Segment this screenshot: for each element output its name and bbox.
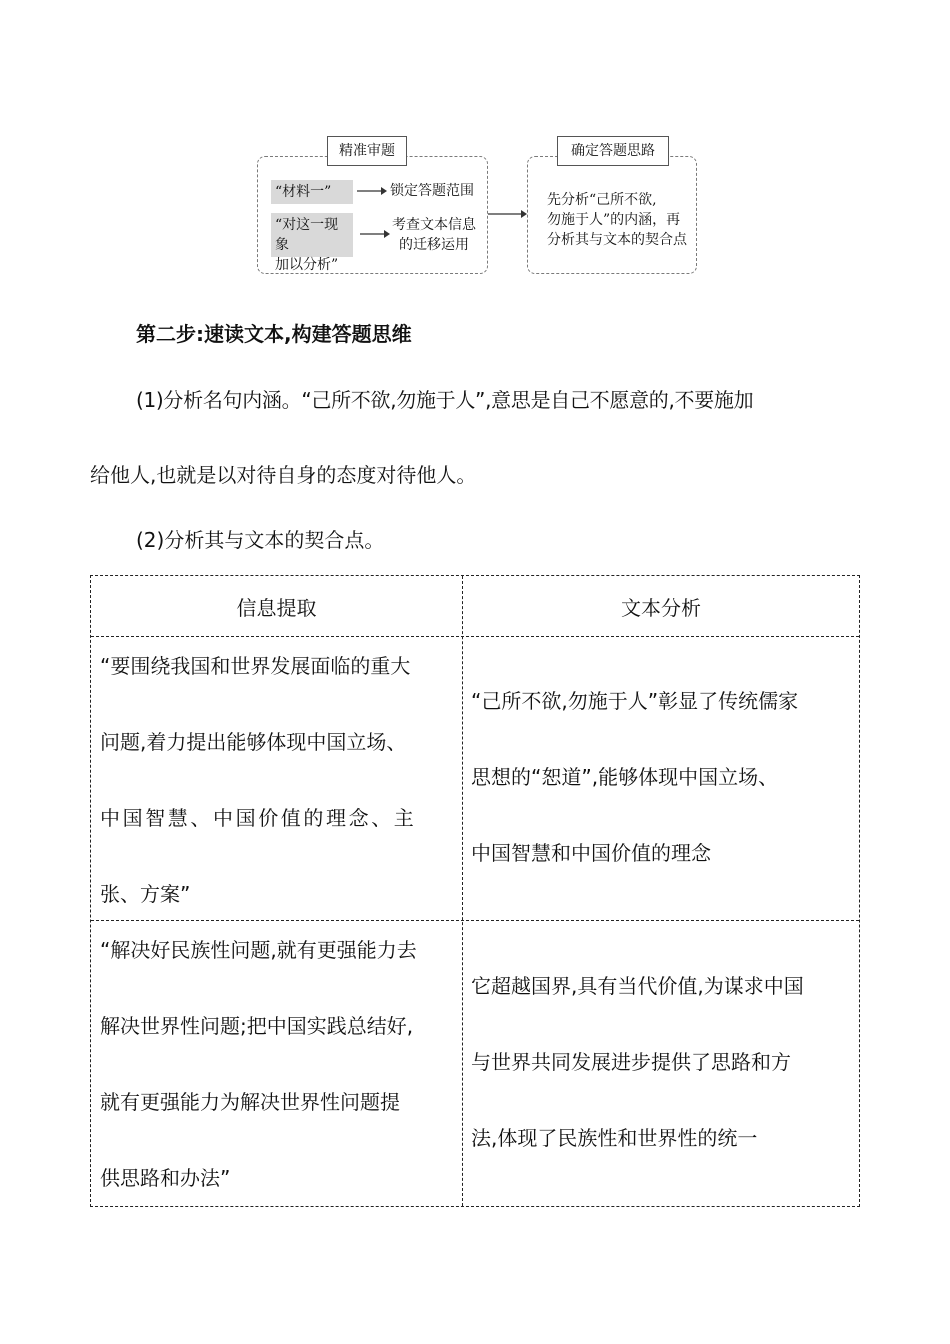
phenomenon-result: [392, 215, 476, 255]
material-result: 锁定答题范围: [390, 183, 474, 199]
row1-analysis-line1: “己所不欲,勿施于人”彰显了传统儒家: [471, 689, 799, 713]
arrow-icon: [357, 183, 387, 199]
row2-info-line3: 就有更强能力为解决世界性问题提: [100, 1090, 400, 1114]
para1-line1: (1)分析名句内涵。“己所不欲,勿施于人”,意思是自己不愿意的,不要施加: [136, 388, 754, 412]
row1-info-line3: 中国智慧、中国价值的理念、主: [100, 806, 417, 830]
header-info: 信息提取: [236, 596, 317, 620]
row2-analysis: [471, 948, 804, 1176]
phenomenon-chip: [271, 213, 353, 273]
approach-line1: 先分析“己所不欲,: [547, 192, 657, 208]
row1-info-line2: 问题,着力提出能够体现中国立场、: [100, 730, 407, 754]
arrow-icon: [488, 206, 528, 222]
para2: (2)分析其与文本的契合点。: [136, 528, 385, 552]
phenomenon-chip-line1: “对这一现象: [275, 217, 339, 253]
column-divider: [462, 576, 463, 1206]
row1-info: [100, 628, 416, 932]
para1-line2: 给他人,也就是以对待自身的态度对待他人。: [90, 463, 477, 487]
row1-analysis-line2: 思想的“恕道”,能够体现中国立场、: [471, 765, 779, 789]
review-title: 精准审题: [327, 136, 407, 166]
analysis-table: [90, 575, 860, 1207]
row1-info-line4: 张、方案”: [100, 882, 191, 906]
row1-analysis: [471, 663, 798, 891]
header-analysis: 文本分析: [621, 596, 701, 620]
phenomenon-chip-line2: 加以分析”: [275, 257, 339, 273]
approach-text: [547, 190, 687, 250]
row2-info-line1: “解决好民族性问题,就有更强能力去: [100, 938, 417, 962]
row2-info-line2: 解决世界性问题;把中国实践总结好,: [100, 1014, 414, 1038]
approach-line2: 勿施于人”的内涵，再: [547, 212, 681, 228]
row1-analysis-line3: 中国智慧和中国价值的理念: [471, 841, 711, 865]
row2-info: [100, 912, 417, 1216]
row2-analysis-line2: 与世界共同发展进步提供了思路和方: [471, 1050, 791, 1074]
approach-line3: 分析其与文本的契合点: [547, 232, 687, 248]
phenomenon-result-line1: 考查文本信息: [392, 217, 476, 233]
row1-info-line1: “要围绕我国和世界发展面临的重大: [100, 654, 411, 678]
approach-title: 确定答题思路: [557, 136, 669, 166]
row2-info-line4: 供思路和办法”: [100, 1166, 231, 1190]
row2-analysis-line3: 法,体现了民族性和世界性的统一: [471, 1126, 758, 1150]
phenomenon-result-line2: 的迁移运用: [399, 237, 469, 253]
material-chip: “材料一”: [271, 180, 353, 204]
step-heading: 第二步:速读文本,构建答题思维: [136, 322, 412, 346]
arrow-icon: [360, 226, 390, 242]
row2-analysis-line1: 它超越国界,具有当代价值,为谋求中国: [471, 974, 804, 998]
